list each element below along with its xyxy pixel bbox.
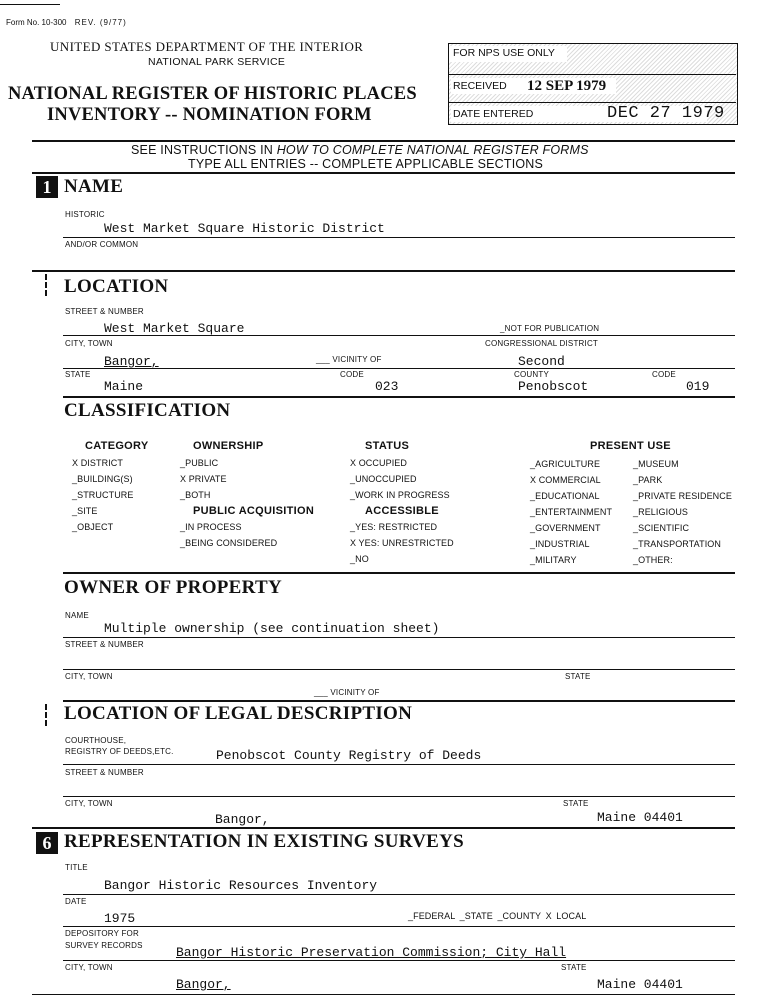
section-title-name: NAME <box>64 176 124 197</box>
category-list <box>72 458 134 538</box>
depository-label-2: SURVEY RECORDS <box>65 941 143 950</box>
category-structure: _STRUCTURE <box>72 490 134 500</box>
section4-bottom-rule <box>63 700 735 702</box>
common-label: AND/OR COMMON <box>65 240 139 249</box>
use-transportation: _TRANSPORTATION <box>633 539 722 549</box>
city-rule <box>63 368 735 369</box>
legal-street-label: STREET & NUMBER <box>65 768 144 777</box>
section-title-legal-description: LOCATION OF LEGAL DESCRIPTION <box>64 703 413 724</box>
section-title-location: LOCATION <box>64 276 169 297</box>
survey-levels: _FEDERAL _STATE _COUNTY X LOCAL <box>408 911 587 921</box>
state-code-value: 023 <box>375 379 399 394</box>
service-name: NATIONAL PARK SERVICE <box>148 56 286 68</box>
form-number <box>6 18 127 27</box>
category-district: X DISTRICT <box>72 458 124 468</box>
form-title-line1: NATIONAL REGISTER OF HISTORIC PLACES <box>8 84 417 104</box>
accessible-heading: ACCESSIBLE <box>365 505 439 517</box>
survey-title-label: TITLE <box>65 863 88 872</box>
category-site: _SITE <box>72 506 98 516</box>
accessible-restricted: _YES: RESTRICTED <box>350 522 438 532</box>
present-use-heading: PRESENT USE <box>590 440 671 452</box>
congressional-label: CONGRESSIONAL DISTRICT <box>485 339 599 348</box>
courthouse-value: Penobscot County Registry of Deeds <box>216 748 482 763</box>
section2-bottom-rule <box>63 396 735 398</box>
ownership-private: X PRIVATE <box>180 474 227 484</box>
form-rev-text: REV. (9/77) <box>74 18 127 27</box>
instructions-prefix: SEE INSTRUCTIONS IN <box>131 143 277 157</box>
owner-state-label: STATE <box>565 672 591 681</box>
category-heading: CATEGORY <box>85 440 149 452</box>
city-vicinity-text: VICINITY OF <box>332 355 382 364</box>
acquisition-being-considered: _BEING CONSIDERED <box>180 538 278 548</box>
category-object: _OBJECT <box>72 522 114 532</box>
street-rule <box>63 335 735 336</box>
acquisition-list <box>180 522 277 554</box>
section-title-classification: CLASSIFICATION <box>64 400 231 421</box>
instructions-line2: TYPE ALL ENTRIES -- COMPLETE APPLICABLE SECTIONS <box>188 157 544 171</box>
historic-rule <box>63 237 735 238</box>
instructions-line1 <box>131 143 589 157</box>
courthouse-rule <box>63 764 735 765</box>
present-use-col1 <box>530 459 612 571</box>
county-label: COUNTY <box>514 370 549 379</box>
date-entered-stamp: DEC 27 1979 <box>607 104 725 123</box>
use-private-residence: _PRIVATE RESIDENCE <box>633 491 732 501</box>
legal-city-value: Bangor, <box>215 812 270 827</box>
survey-title-rule <box>63 894 735 895</box>
ownership-heading: OWNERSHIP <box>193 440 264 452</box>
street-label: STREET & NUMBER <box>65 307 144 316</box>
owner-vicinity: ___ VICINITY OF <box>314 688 380 697</box>
accessible-no: _NO <box>350 554 369 564</box>
survey-date-value: 1975 <box>104 911 136 926</box>
use-entertainment: _ENTERTAINMENT <box>530 507 613 517</box>
ownership-both: _BOTH <box>180 490 211 500</box>
nps-use-box <box>448 43 738 125</box>
use-agriculture: _AGRICULTURE <box>530 459 601 469</box>
depository-label-1: DEPOSITORY FOR <box>65 929 139 938</box>
use-commercial: X COMMERCIAL <box>530 475 601 485</box>
survey-city-value: Bangor, <box>176 977 231 992</box>
top-edge-line <box>0 4 60 5</box>
owner-street-rule <box>63 669 735 670</box>
present-use-col2 <box>633 459 732 571</box>
acquisition-heading: PUBLIC ACQUISITION <box>193 505 315 517</box>
acquisition-in-process: _IN PROCESS <box>180 522 242 532</box>
code-label: CODE <box>340 370 364 379</box>
legal-street-rule <box>63 796 735 797</box>
survey-state-value: Maine 04401 <box>597 977 683 992</box>
legal-state-label: STATE <box>563 799 589 808</box>
section5-bottom-rule <box>32 827 735 829</box>
city-vicinity: ___ VICINITY OF <box>316 355 382 364</box>
use-educational: _EDUCATIONAL <box>530 491 600 501</box>
use-industrial: _INDUSTRIAL <box>530 539 590 549</box>
use-military: _MILITARY <box>530 555 577 565</box>
status-occupied: X OCCUPIED <box>350 458 408 468</box>
received-label: RECEIVED <box>453 80 507 92</box>
section1-bottom-rule <box>32 270 735 272</box>
legal-state-value: Maine 04401 <box>597 810 683 825</box>
city-label: CITY, TOWN <box>65 339 113 348</box>
ownership-public: _PUBLIC <box>180 458 219 468</box>
date-entered-label: DATE ENTERED <box>453 108 534 120</box>
owner-street-label: STREET & NUMBER <box>65 640 144 649</box>
owner-name-value: Multiple ownership (see continuation sheet) <box>104 621 440 636</box>
use-other: _OTHER: <box>633 555 673 565</box>
section-title-owner: OWNER OF PROPERTY <box>64 577 283 598</box>
depository-rule <box>63 960 735 961</box>
not-for-publication: _NOT FOR PUBLICATION <box>500 324 600 333</box>
section-5-marker <box>45 704 48 726</box>
legal-city-label: CITY, TOWN <box>65 799 113 808</box>
instructions-top-rule <box>32 140 735 142</box>
state-label: STATE <box>65 370 91 379</box>
courthouse-label-1: COURTHOUSE, <box>65 736 127 745</box>
section-title-surveys: REPRESENTATION IN EXISTING SURVEYS <box>64 831 465 852</box>
owner-name-rule <box>63 637 735 638</box>
accessible-unrestricted: X YES: UNRESTRICTED <box>350 538 454 548</box>
state-value: Maine <box>104 379 144 394</box>
status-unoccupied: _UNOCCUPIED <box>350 474 417 484</box>
owner-vicinity-text: VICINITY OF <box>330 688 380 697</box>
survey-city-label: CITY, TOWN <box>65 963 113 972</box>
status-heading: STATUS <box>365 440 410 452</box>
historic-label: HISTORIC <box>65 210 105 219</box>
depository-value: Bangor Historic Preservation Commission; City Hall <box>176 945 567 960</box>
form-no-text: Form No. 10-300 <box>6 18 67 27</box>
city-value: Bangor, <box>104 354 159 369</box>
use-scientific: _SCIENTIFIC <box>633 523 690 533</box>
section-2-marker <box>45 274 48 296</box>
survey-date-rule <box>63 926 735 927</box>
page-bottom-rule <box>32 994 735 995</box>
survey-title-value: Bangor Historic Resources Inventory <box>104 878 378 893</box>
use-government: _GOVERNMENT <box>530 523 601 533</box>
instructions-bottom-rule <box>32 172 735 174</box>
county-code-value: 019 <box>686 379 710 394</box>
street-value: West Market Square <box>104 321 245 336</box>
courthouse-label-2: REGISTRY OF DEEDS,ETC. <box>65 747 174 756</box>
form-title-line2: INVENTORY -- NOMINATION FORM <box>47 105 372 125</box>
section3-bottom-rule <box>63 572 735 574</box>
owner-city-label: CITY, TOWN <box>65 672 113 681</box>
congressional-value: Second <box>518 354 565 369</box>
category-buildings: _BUILDING(S) <box>72 474 133 484</box>
use-museum: _MUSEUM <box>633 459 679 469</box>
survey-state-label: STATE <box>561 963 587 972</box>
section-number-1: 1 <box>36 176 58 198</box>
status-list <box>350 458 450 506</box>
received-stamp: 12 SEP 1979 <box>527 78 607 94</box>
accessible-list <box>350 522 454 570</box>
historic-value: West Market Square Historic District <box>104 221 385 236</box>
owner-name-label: NAME <box>65 611 89 620</box>
ownership-list <box>180 458 227 506</box>
nps-heading: FOR NPS USE ONLY <box>453 47 555 59</box>
section-number-6: 6 <box>36 832 58 854</box>
use-religious: _RELIGIOUS <box>633 507 689 517</box>
county-value: Penobscot <box>518 379 589 394</box>
department-name: UNITED STATES DEPARTMENT OF THE INTERIOR <box>50 39 364 54</box>
survey-date-label: DATE <box>65 897 87 906</box>
county-code-label: CODE <box>652 370 676 379</box>
use-park: _PARK <box>633 475 663 485</box>
instructions-italic: HOW TO COMPLETE NATIONAL REGISTER FORMS <box>276 143 589 157</box>
status-work-in-progress: _WORK IN PROGRESS <box>350 490 450 500</box>
